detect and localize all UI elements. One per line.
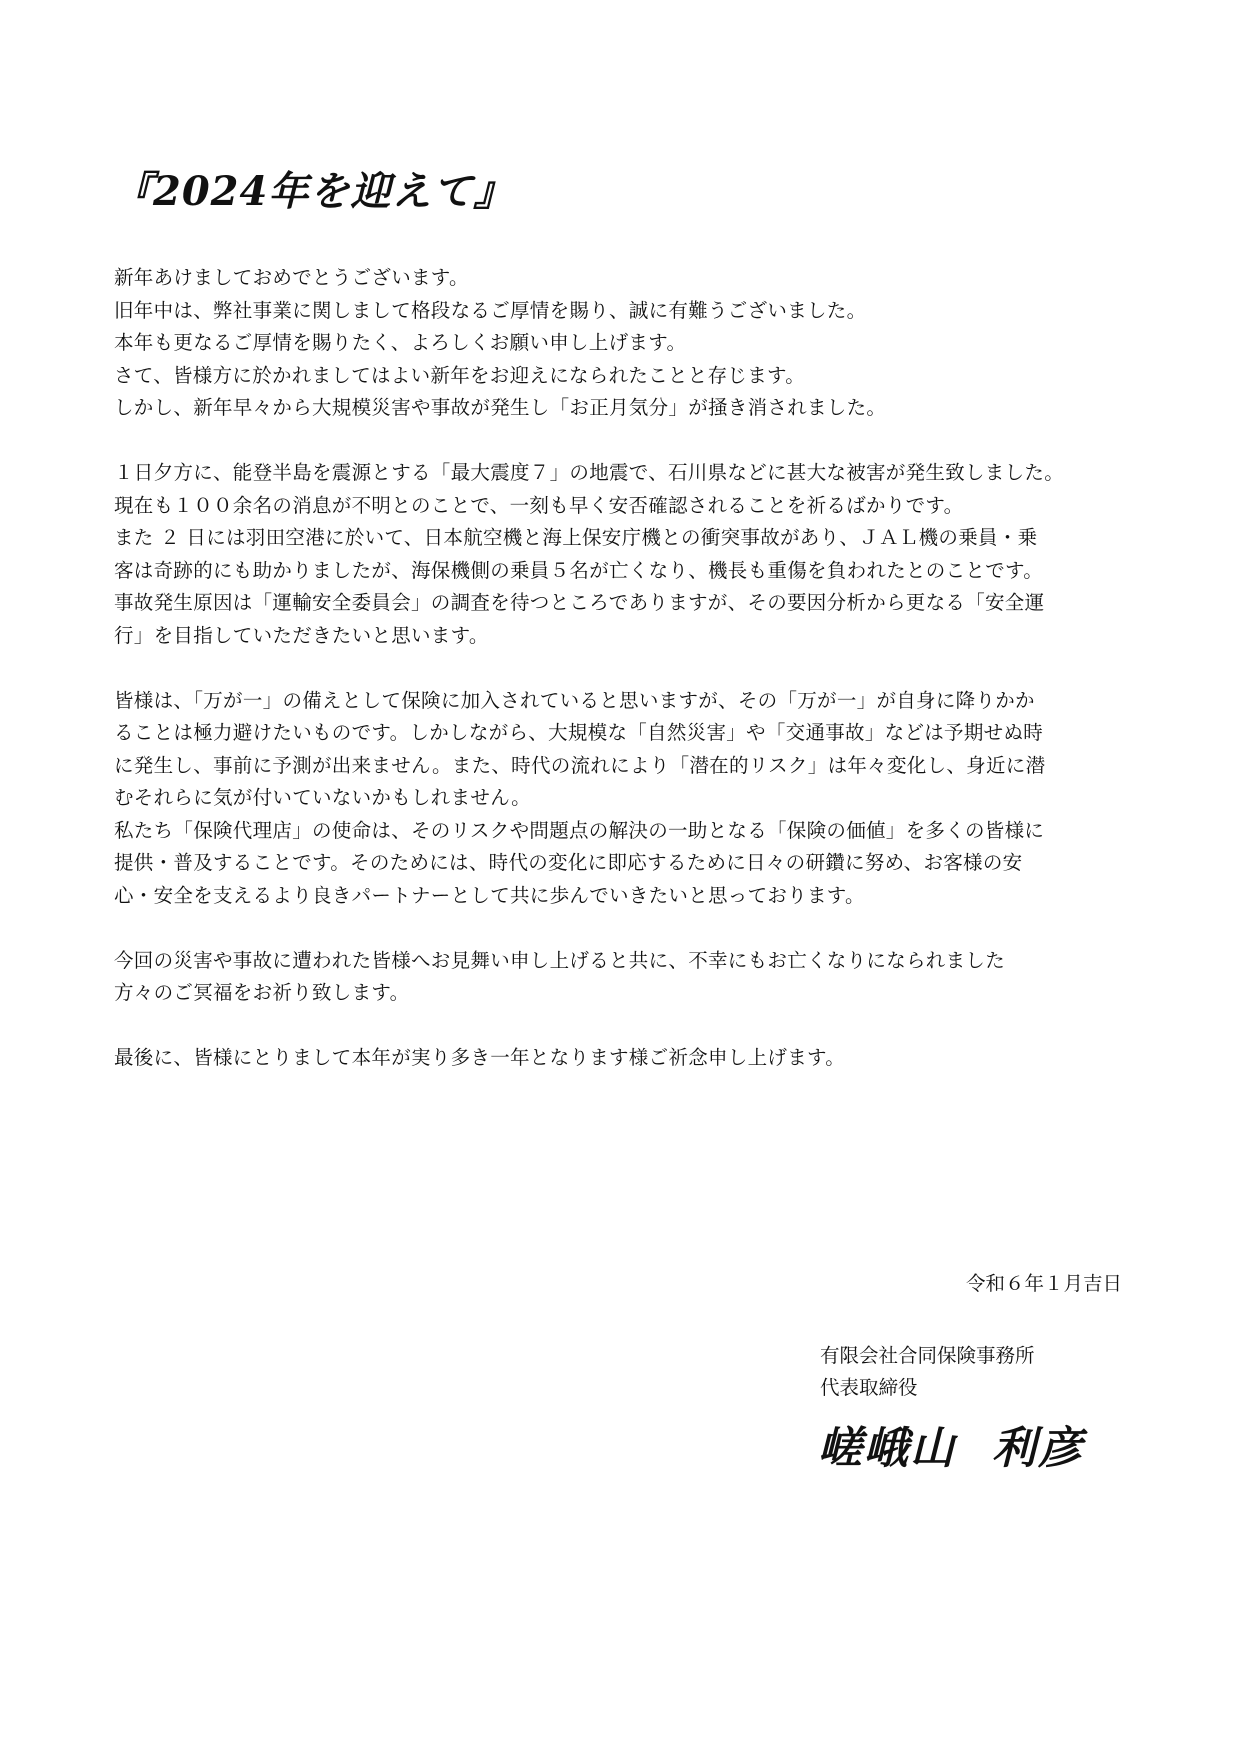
text-line: 心・安全を支えるより良きパートナーとして共に歩んでいきたいと思っております。 [114,883,865,907]
text-line: 旧年中は、弊社事業に関しまして格段なるご厚情を賜り、誠に有難うございました。 [114,298,867,322]
text-line: しかし、新年早々から大規模災害や事故が発生し「お正月気分」が掻き消されました。 [114,396,887,419]
text-line: むそれらに気が付いていないかもしれません。 [114,786,531,809]
text-line: 客は奇跡的にも助かりましたが、海保機側の乗員５名が亡くなり、機長も重傷を負われたとのことです。 [114,558,1044,582]
text-line: に発生し、事前に予測が出来ません。また、時代の流れにより「潜在的リスク」は年々変化し、身近に潜 [114,753,1046,777]
sender-position: 代表取締役 [820,1376,918,1399]
sender-block [820,1340,1035,1404]
text-line: ることは極力避けたいものです。しかしながら、大規模な「自然災害」や「交通事故」などは予期せぬ時 [114,721,1044,744]
letter-date: 令和６年１月吉日 [965,1272,1122,1295]
paragraph-condolences [114,945,1134,1010]
signature [818,1412,1084,1476]
text-line: １日夕方に、能登半島を震源とする「最大震度７」の地震で、石川県などに甚大な被害が発生致しました。 [114,461,1065,484]
paragraph-disasters [114,457,1134,652]
text-line: 本年も更なるご厚情を賜りたく、よろしくお願い申し上げます。 [114,331,687,354]
text-line: 行」を目指していただきたいと思います。 [114,623,489,647]
text-line: 方々のご冥福をお祈り致します。 [114,981,410,1004]
text-line: また ２ 日には羽田空港に於いて、日本航空機と海上保安庁機との衝突事故があり、ＪＡＬ機の乗員・乗 [114,526,1038,549]
signature-given-name: 利彦 [992,1423,1084,1474]
paragraph-insurance [114,685,1134,913]
text-line: 私たち「保険代理店」の使命は、そのリスクや問題点の解決の一助となる「保険の価値」を多くの皆様に [114,818,1045,842]
text-line: 最後に、皆様にとりまして本年が実り多き一年となります様ご祈念申し上げます。 [114,1046,846,1069]
paragraph-greeting [114,262,1134,425]
letter-body [114,262,1134,1107]
text-line: 現在も１００余名の消息が不明とのことで、一刻も早く安否確認されることを祈るばかりです。 [114,493,964,517]
text-line: 提供・普及することです。そのためには、時代の変化に即応するために日々の研鑽に努め、お客様の安 [114,851,1023,874]
text-line: 事故発生原因は「運輸安全委員会」の調査を待つところでありますが、その要因分析から更なる「安全運 [114,591,1045,614]
text-line: さて、皆様方に於かれましてはよい新年をお迎えになられたことと存じます。 [114,363,806,387]
text-line: 今回の災害や事故に遭われた皆様へお見舞い申し上げると共に、不幸にもお亡くなりになられました [114,948,1006,972]
text-line: 新年あけましておめでとうございます。 [114,266,469,289]
letter-title: 『2024年を迎えて』 [112,168,515,215]
company-name: 有限会社合同保険事務所 [820,1344,1035,1367]
text-line: 皆様は、「万が一」の備えとして保険に加入されていると思いますが、その「万が一」が自身に降りかか [114,688,1035,712]
paragraph-closing-wish [114,1042,1134,1075]
signature-family-name: 嵯峨山 [818,1423,956,1474]
